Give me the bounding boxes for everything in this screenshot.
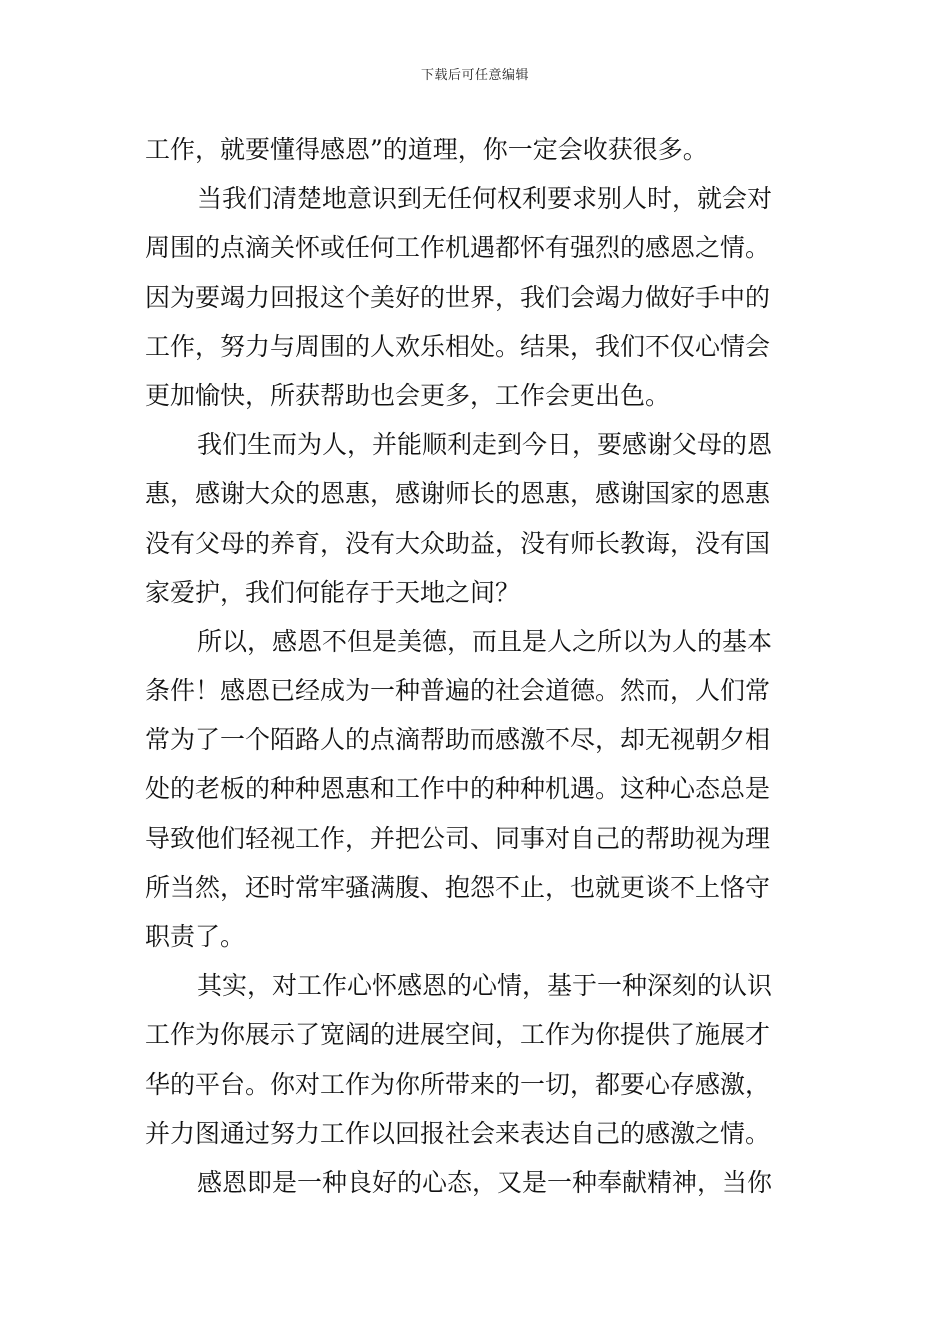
paragraph — [145, 617, 815, 961]
paragraph — [145, 125, 815, 174]
text-line: 其实，对工作心怀感恩的心情，基于一种深刻的认识 — [197, 971, 773, 1001]
text-line: 职责了。 — [145, 922, 246, 951]
text-line: 当我们清楚地意识到无任何权利要求别人时，就会对 — [197, 184, 773, 214]
text-line: 处的老板的种种恩惠和工作中的种种机遇。这种心态总是 — [145, 774, 771, 804]
text-line: 我们生而为人，并能顺利走到今日，要感谢父母的恩 — [197, 430, 773, 460]
text-line: 常为了一个陌路人的点滴帮助而感激不尽，却无视朝夕相 — [145, 725, 771, 755]
text-line: 工作为你展示了宽阔的进展空间，工作为你提供了施展才 — [145, 1020, 771, 1050]
text-line: 导致他们轻视工作，并把公司、同事对自己的帮助视为理 — [145, 823, 771, 853]
page-header: 下载后可任意编辑 — [420, 68, 529, 83]
text-line: 感恩即是一种良好的心态，又是一种奉献精神，当你 — [197, 1167, 773, 1197]
text-line: 条件！感恩已经成为一种普遍的社会道德。然而，人们常 — [145, 676, 771, 706]
text-line: 所当然，还时常牢骚满腹、抱怨不止，也就更谈不上恪守 — [145, 872, 771, 902]
text-line: 家爱护，我们何能存于天地之间？ — [145, 577, 521, 607]
text-line: 工作，就要懂得感恩”的道理，你一定会收获很多。 — [145, 135, 708, 164]
text-line: 并力图通过努力工作以回报社会来表达自己的感激之情。 — [145, 1118, 771, 1148]
text-line: 周围的点滴关怀或任何工作机遇都怀有强烈的感恩之情。 — [145, 233, 771, 263]
text-line: 所以，感恩不但是美德，而且是人之所以为人的基本 — [197, 626, 773, 656]
document-body — [145, 125, 815, 1207]
paragraph — [145, 961, 815, 1158]
paragraph — [145, 174, 815, 420]
text-line: 更加愉快，所获帮助也会更多，工作会更出色。 — [145, 380, 671, 410]
text-line: 工作，努力与周围的人欢乐相处。结果，我们不仅心情会 — [145, 331, 771, 361]
paragraph — [145, 420, 815, 617]
text-line: 因为要竭力回报这个美好的世界，我们会竭力做好手中的 — [145, 282, 771, 312]
text-line: 没有父母的养育，没有大众助益，没有师长教诲，没有国 — [145, 528, 771, 558]
text-line: 华的平台。你对工作为你所带来的一切，都要心存感激， — [145, 1069, 771, 1099]
paragraph — [145, 1158, 815, 1207]
text-line: 惠，感谢大众的恩惠，感谢师长的恩惠，感谢国家的恩惠 — [145, 479, 771, 509]
